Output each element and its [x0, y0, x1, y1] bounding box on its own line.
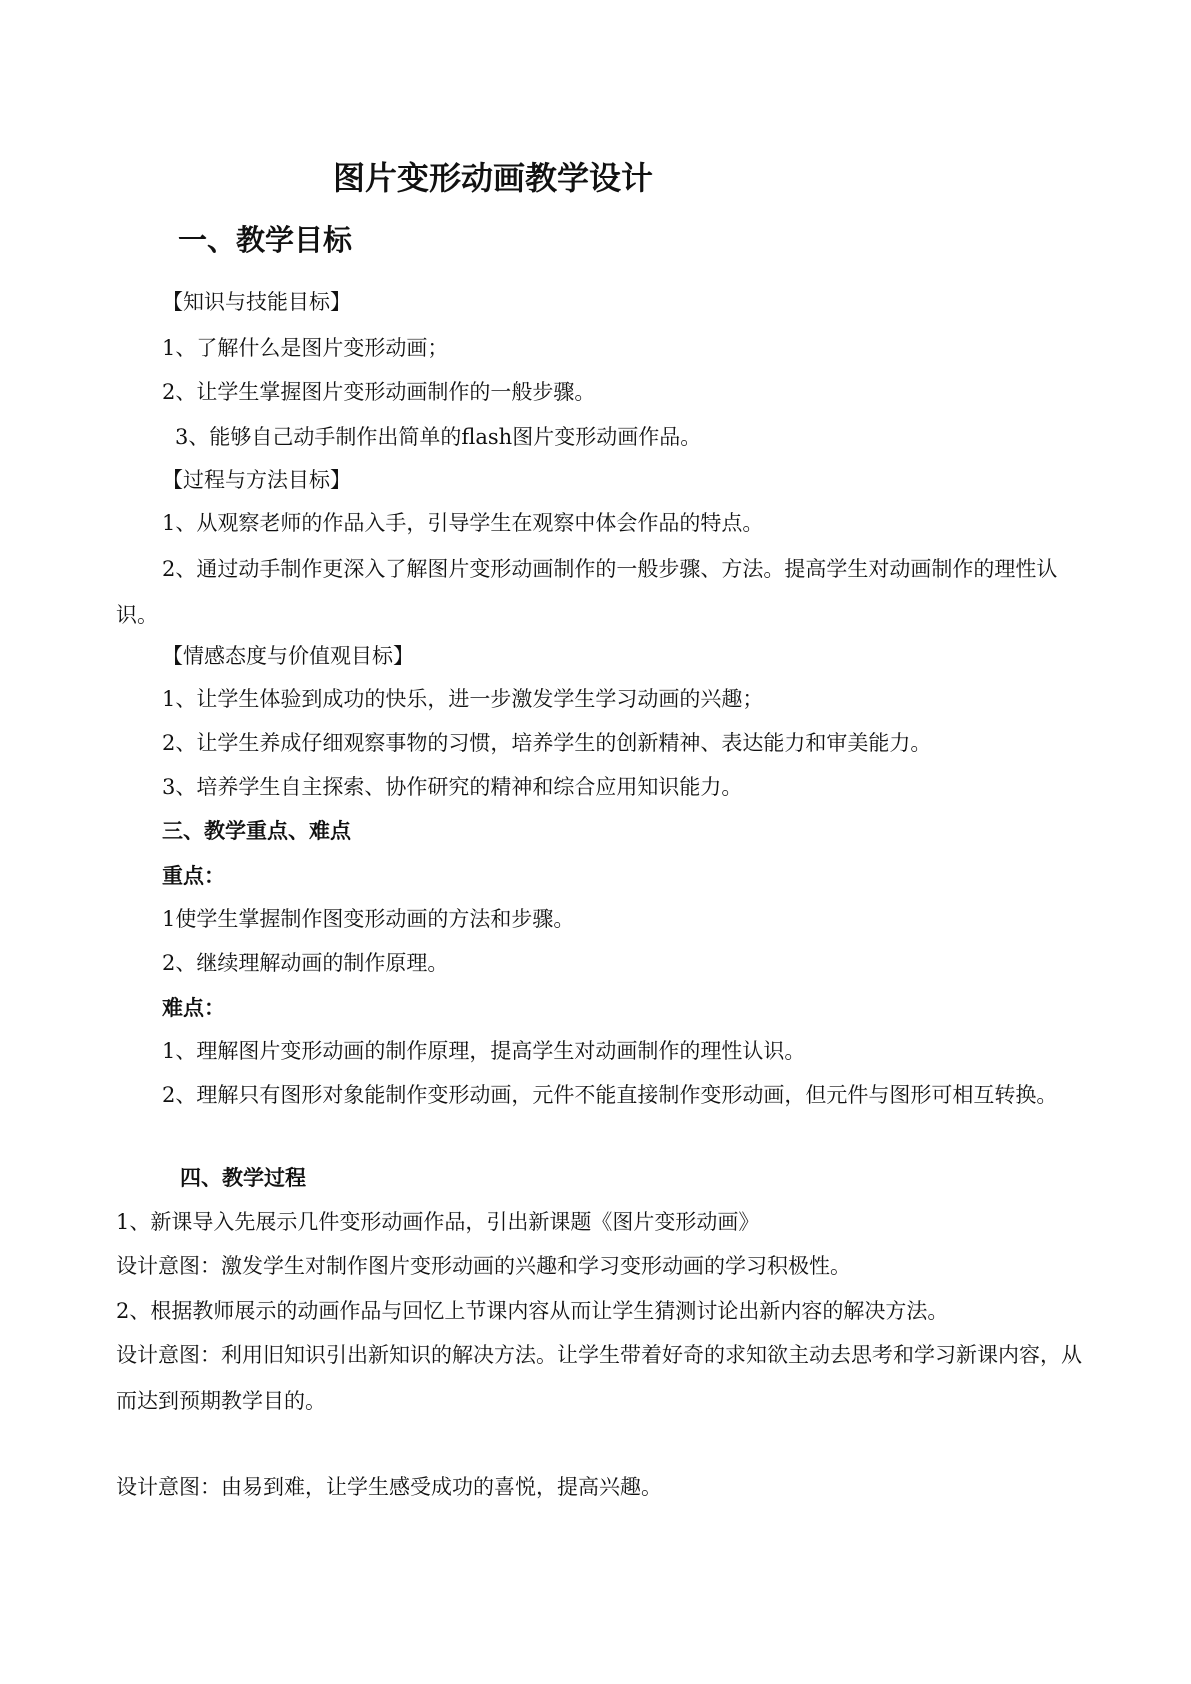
difficulty-item-1: 1、理解图片变形动画的制作原理，提高学生对动画制作的理性认识。 [162, 1039, 806, 1063]
section-heading-process: 四、教学过程 [180, 1166, 306, 1190]
key-points-label: 重点： [162, 863, 225, 888]
design-intent-2: 设计意图：利用旧知识引出新知识的解决方法。让学生带着好奇的求知欲主动去思考和学习新课内容，从而达到预期教学目的。 [116, 1343, 1082, 1413]
section-heading-key-points: 三、教学重点、难点 [162, 819, 351, 843]
process-step-1: 1、新课导入先展示几件变形动画作品，引出新课题《图片变形动画》 [116, 1210, 760, 1234]
difficulty-label: 难点： [162, 995, 225, 1020]
emotion-item-1: 1、让学生体验到成功的快乐，进一步激发学生学习动画的兴趣； [162, 687, 764, 711]
process-item-1: 1、从观察老师的作品入手，引导学生在观察中体会作品的特点。 [162, 511, 764, 535]
process-item-2: 2、通过动手制作更深入了解图片变形动画制作的一般步骤、方法。提高学生对动画制作的理性认识。 [116, 557, 1058, 627]
design-intent-3: 设计意图：由易到难，让学生感受成功的喜悦，提高兴趣。 [116, 1475, 662, 1499]
difficulty-item-2: 2、理解只有图形对象能制作变形动画，元件不能直接制作变形动画，但元件与图形可相互转换。 [162, 1083, 1058, 1107]
section-heading-objectives: 一、教学目标 [178, 223, 353, 257]
design-intent-1: 设计意图：激发学生对制作图片变形动画的兴趣和学习变形动画的学习积极性。 [116, 1254, 851, 1278]
knowledge-item-1: 1、了解什么是图片变形动画； [162, 336, 449, 360]
emotion-item-3: 3、培养学生自主探索、协作研究的精神和综合应用知识能力。 [162, 775, 743, 799]
process-step-2: 2、根据教师展示的动画作品与回忆上节课内容从而让学生猜测讨论出新内容的解决方法。 [116, 1299, 949, 1323]
process-label: 【过程与方法目标】 [162, 468, 351, 492]
knowledge-label: 【知识与技能目标】 [162, 290, 351, 314]
emotion-label: 【情感态度与价值观目标】 [162, 644, 414, 668]
document-title: 图片变形动画教学设计 [333, 159, 654, 197]
knowledge-item-2: 2、让学生掌握图片变形动画制作的一般步骤。 [162, 380, 596, 404]
key-point-item-1: 1使学生掌握制作图变形动画的方法和步骤。 [162, 907, 575, 931]
emotion-item-2: 2、让学生养成仔细观察事物的习惯，培养学生的创新精神、表达能力和审美能力。 [162, 731, 932, 755]
knowledge-item-3: 3、能够自己动手制作出简单的flash图片变形动画作品。 [175, 425, 702, 449]
key-point-item-2: 2、继续理解动画的制作原理。 [162, 951, 449, 975]
